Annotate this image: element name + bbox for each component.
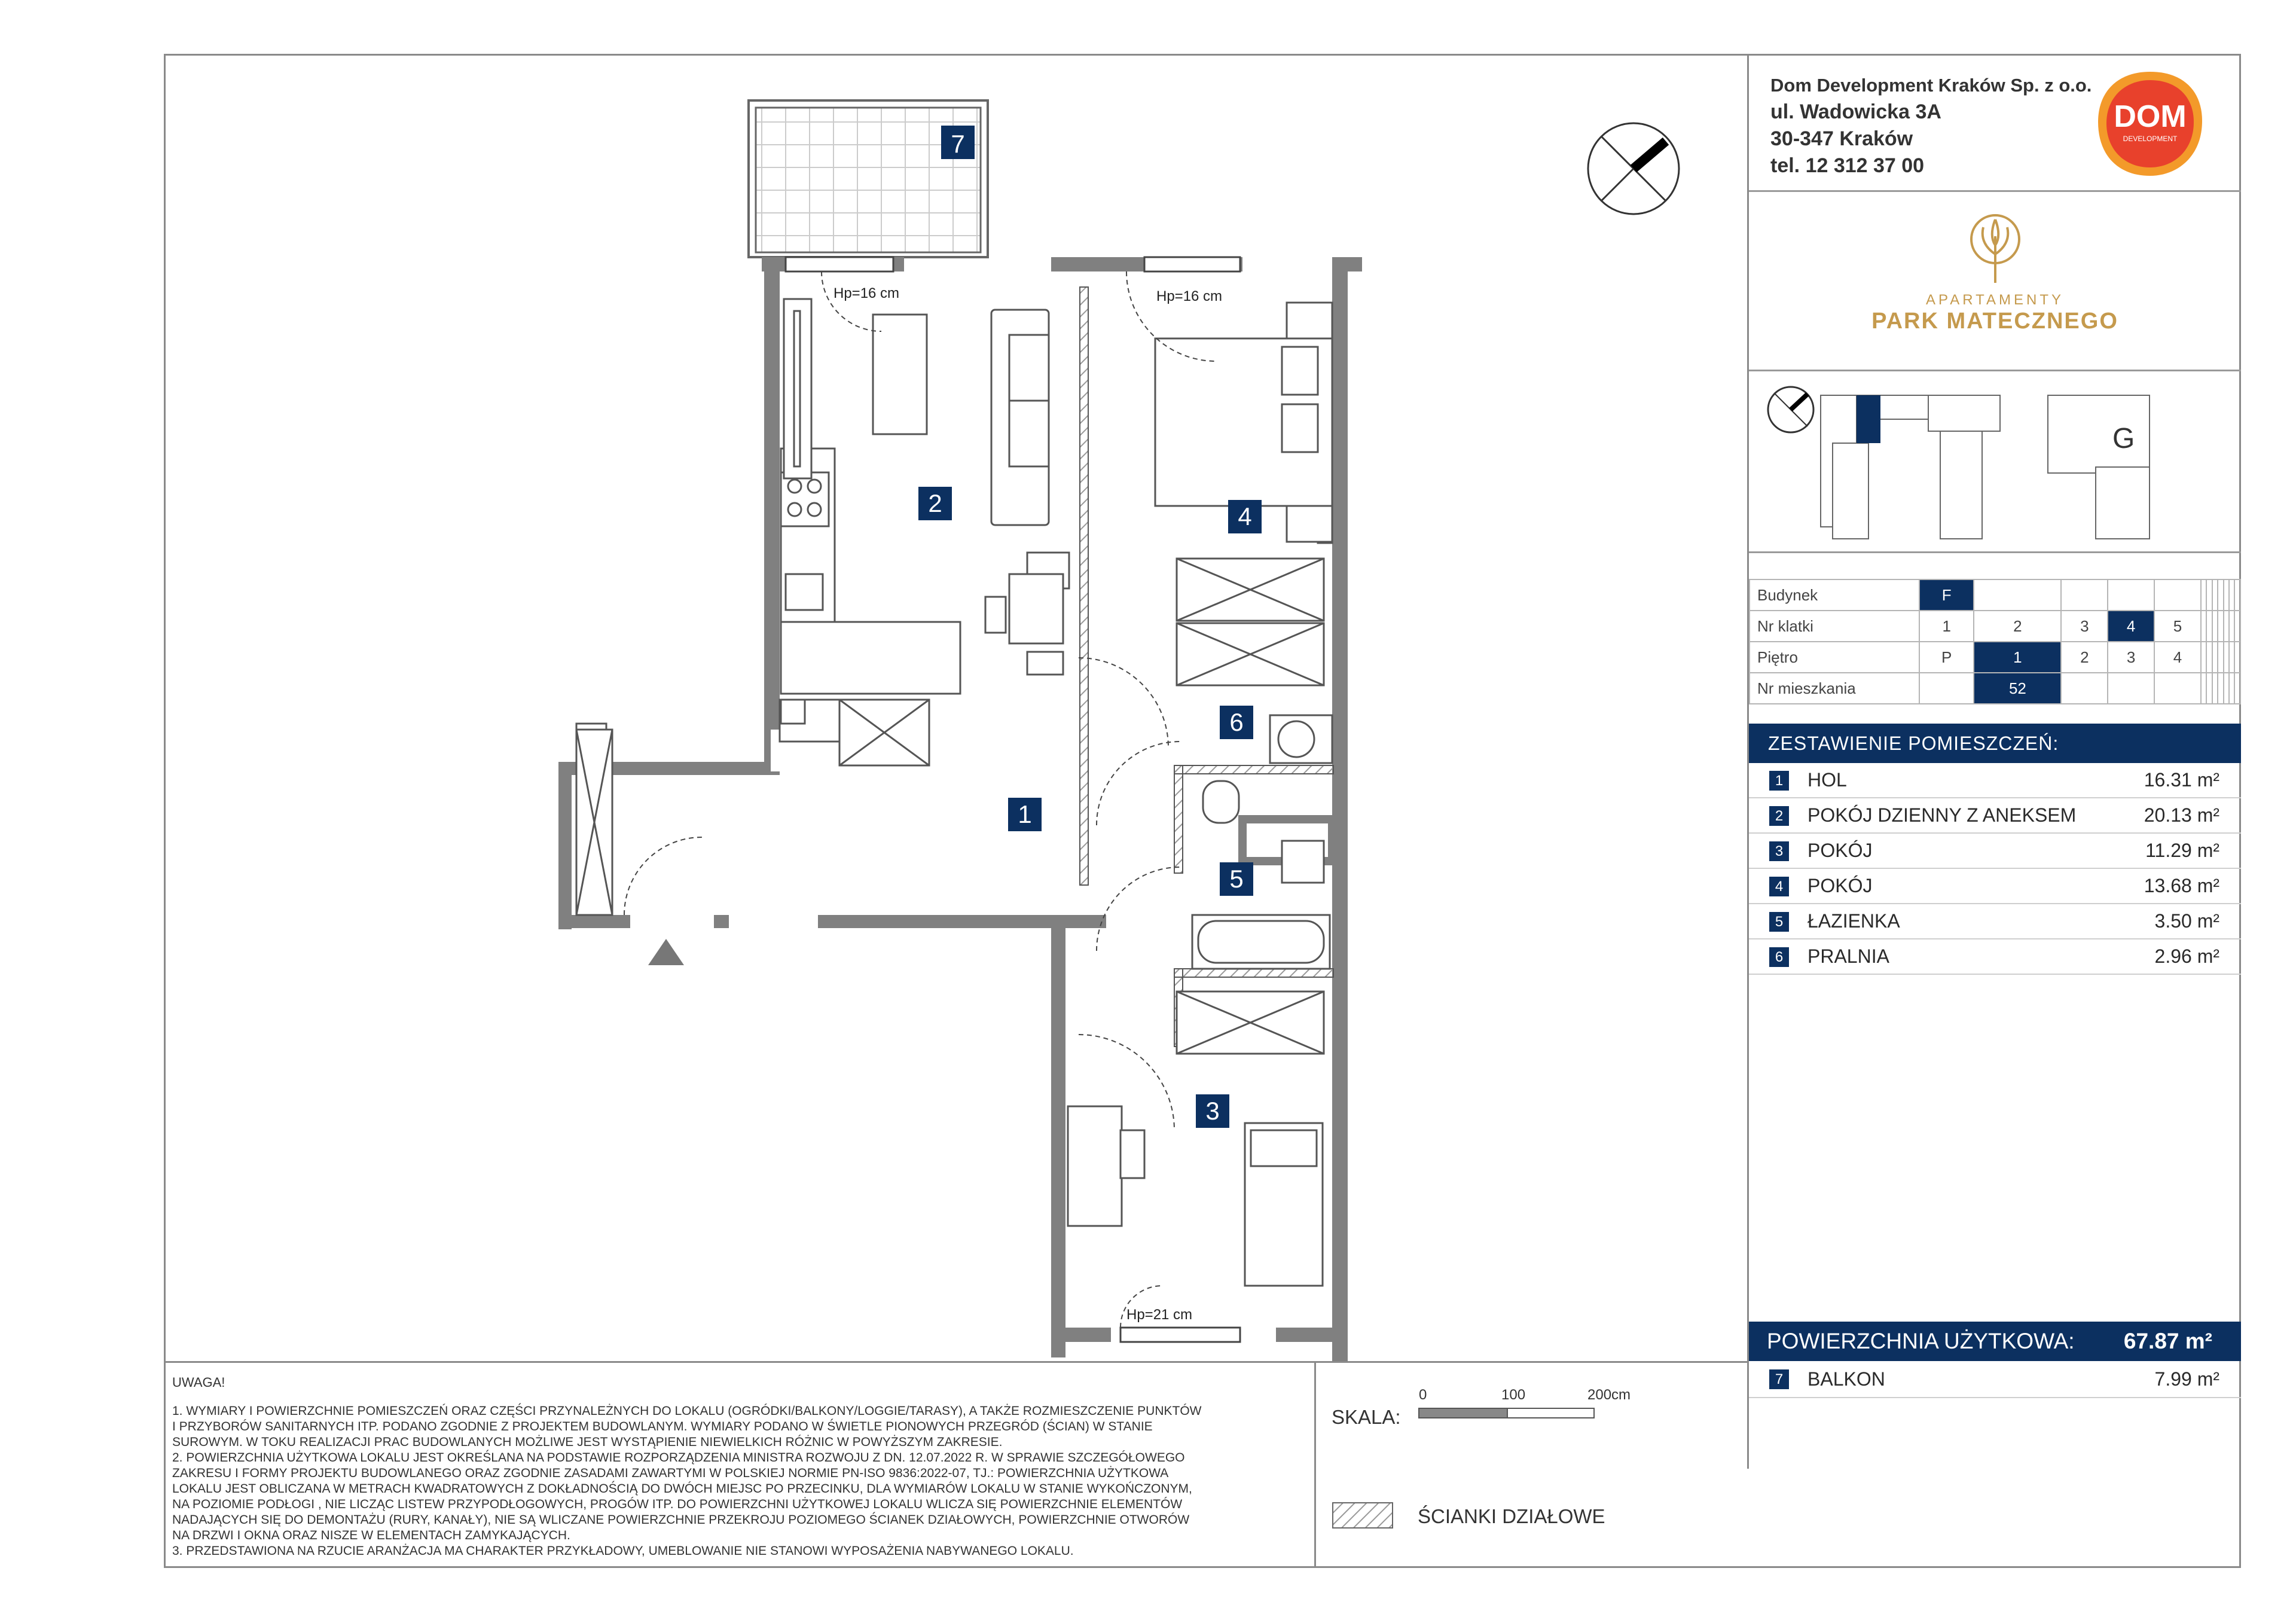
room-row [1749, 869, 2241, 904]
balcony [749, 100, 988, 257]
info-cell [2061, 673, 2108, 704]
info-cell: 2 [2061, 642, 2108, 673]
entrance-marker [648, 939, 684, 965]
info-cell [2218, 579, 2223, 611]
info-cell: 52 [1974, 673, 2061, 704]
info-cell: P [1919, 642, 1974, 673]
sill-height-bedroom-3: Hp=21 cm [1126, 1307, 1193, 1323]
info-cell [1919, 673, 1974, 704]
room-name: PRALNIA [1808, 945, 1889, 967]
info-row-label: Budynek [1750, 579, 1919, 611]
room-area: 20.13 m² [2144, 804, 2219, 826]
brand-title: PARK MATECZNEGO [1871, 309, 2118, 334]
key-plan-block-letter: G [2112, 423, 2135, 454]
info-cell [2201, 579, 2206, 611]
info-cell [2218, 642, 2223, 673]
total-area-value: 67.87 m² [2123, 1329, 2212, 1353]
info-cell: 5 [2154, 611, 2201, 642]
info-cell [2229, 579, 2234, 611]
logo-text: DOM [2114, 99, 2187, 134]
room-name: POKÓJ DZIENNY Z ANEKSEM [1808, 804, 2077, 826]
info-cell [2206, 611, 2212, 642]
scale-tick-200: 200cm [1587, 1387, 1631, 1403]
bedroom-3-furniture [1068, 1106, 1323, 1286]
floor-plan-drawing [164, 54, 1747, 1361]
room-name: HOL [1808, 769, 1847, 791]
partition-legend-label: ŚCIANKI DZIAŁOWE [1418, 1505, 1605, 1527]
dom-development-logo [2093, 67, 2207, 181]
info-cell [2234, 642, 2240, 673]
room-name: ŁAZIENKA [1808, 910, 1900, 932]
info-cell: 4 [2154, 642, 2201, 673]
notes-body [172, 1404, 1308, 1559]
scale-tick-0: 0 [1419, 1387, 1427, 1403]
notes-line: NADAJĄCYCH SIĘ DO DEMONTAŻU (RURY, KANAŁY), NIE SĄ WLICZANE POWIERZCHNIE PRZEKROJU POZIOMEGO ŚCIANEK DZIAŁOWYCH, POWIERZCHNIE OTWORÓW [172, 1513, 1190, 1527]
info-cell: 4 [2108, 611, 2154, 642]
room-label-2: 2 [928, 489, 942, 517]
info-cell [2212, 673, 2218, 704]
info-cell: 1 [1974, 642, 2061, 673]
bedroom-4-furniture [1155, 303, 1332, 685]
room-label-5: 5 [1229, 865, 1244, 893]
room-name: POKÓJ [1808, 840, 1873, 861]
info-cell [2212, 642, 2218, 673]
info-cell [2234, 611, 2240, 642]
info-cell [2154, 673, 2201, 704]
unit-info-table [1749, 579, 2241, 704]
logo-subtext: DEVELOPMENT [2123, 135, 2178, 143]
floor-plan [164, 54, 1747, 1361]
scale-legend-panel [1314, 1361, 1747, 1568]
info-row-label: Nr klatki [1750, 611, 1919, 642]
info-cell [2206, 642, 2212, 673]
tree-logo-icon [1968, 212, 2022, 284]
balcony-name: BALKON [1808, 1368, 1885, 1390]
total-area-bar [1749, 1322, 2241, 1361]
kitchen-units [780, 299, 960, 765]
room-number: 2 [1769, 806, 1789, 826]
room-number: 1 [1769, 771, 1789, 791]
room-label-4: 4 [1238, 502, 1252, 530]
balcony-row [1749, 1361, 2241, 1398]
room-label-3: 3 [1205, 1097, 1220, 1125]
scale-label: SKALA: [1332, 1406, 1401, 1428]
compass-icon [1588, 123, 1679, 214]
info-cell [2061, 579, 2108, 611]
info-cell: 3 [2061, 611, 2108, 642]
info-cell [2108, 673, 2154, 704]
scale-tick-100: 100 [1501, 1387, 1526, 1403]
notes-line: 3. PRZEDSTAWIONA NA RZUCIE ARANŻACJA MA CHARAKTER PRZYKŁADOWY, UMEBLOWANIE NIE STANOWI WYPOSAŻENIA NABYWANEGO LOKALU. [172, 1544, 1074, 1558]
info-cell [2224, 673, 2229, 704]
balcony-number: 7 [1769, 1369, 1789, 1389]
info-row [1750, 642, 2240, 673]
info-row [1750, 579, 2240, 611]
info-cell [2201, 611, 2206, 642]
info-cell [2206, 673, 2212, 704]
info-cell: 1 [1919, 611, 1974, 642]
info-cell: 2 [1974, 611, 2061, 642]
key-plan [1749, 371, 2243, 551]
info-cell [2224, 611, 2229, 642]
total-area-label: POWIERZCHNIA UŻYTKOWA: [1767, 1329, 2075, 1353]
info-cell [1974, 579, 2061, 611]
company-street: ul. Wadowicka 3A [1770, 100, 1941, 123]
notes-line: SUROWYM. W TOKU REALIZACJI PRAC BUDOWLANYCH MOŻLIWE JEST WYSTĄPIENIE NIEWIELKICH RÓŻNIC W POWYŻSZYM ZAKRESIE. [172, 1435, 1003, 1449]
room-row [1749, 939, 2241, 975]
info-row [1750, 673, 2240, 704]
rooms-header: ZESTAWIENIE POMIESZCZEŃ: [1749, 724, 2241, 763]
balcony-area: 7.99 m² [2154, 1368, 2219, 1390]
room-number: 6 [1769, 947, 1789, 967]
room-row [1749, 834, 2241, 869]
partition-legend-swatch [1332, 1502, 1394, 1529]
info-cell [2201, 642, 2206, 673]
notes-line: 2. POWIERZCHNIA UŻYTKOWA LOKALU JEST OKREŚLANA NA PODSTAWIE ROZPORZĄDZENIA MINISTRA ROZWOJU Z DN. 12.07.2022 R. W SPRAWIE SZCZEGÓŁOWEGO [172, 1451, 1185, 1465]
key-plan-highlight [1857, 395, 1880, 443]
company-name: Dom Development Kraków Sp. z o.o. [1770, 75, 2092, 96]
room-area: 2.96 m² [2154, 945, 2219, 967]
room-number: 3 [1769, 841, 1789, 861]
info-cell [2229, 611, 2234, 642]
info-cell [2206, 579, 2212, 611]
room-number: 4 [1769, 877, 1789, 896]
info-cell [2218, 611, 2223, 642]
info-cell [2212, 579, 2218, 611]
room-area: 16.31 m² [2144, 769, 2219, 791]
room-name: POKÓJ [1808, 875, 1873, 896]
info-row-label: Piętro [1750, 642, 1919, 673]
room-row [1749, 763, 2241, 798]
info-cell [2224, 579, 2229, 611]
sill-height-kitchen: Hp=16 cm [833, 285, 900, 301]
project-brand [1749, 212, 2241, 334]
notes-line: ZAKRESU I FORMY PROJEKTU BUDOWLANEGO ORAZ ZGODNIE ZASADAMI ZAWARTYMI W POLSKIEJ NORMIE PN-ISO 9836:2022-07, TJ.: POWIERZCHNIA UŻYTKOWA [172, 1466, 1169, 1480]
notes-line: NA POZIOMIE PODŁOGI , NIE LICZĄC LISTEW PRZYPODŁOGOWYCH, PROGÓW ITP. DO POWIERZCHNI UŻYTKOWEJ LOKALU WLICZA SIĘ POWIERZCHNIE ELEMENTÓW [172, 1497, 1183, 1511]
notes-line: NA DRZWI I OKNA ORAZ NISZE W ELEMENTACH ZAMYKAJĄCYCH. [172, 1529, 570, 1542]
info-row-label: Nr mieszkania [1750, 673, 1919, 704]
info-cell [2229, 673, 2234, 704]
notes-line: LOKALU JEST OBLICZANA W METRACH KWADRATOWYCH Z DOKŁADNOŚCIĄ DO DWÓCH MIEJSC PO PRZECINKU, DLA WYMIARÓW LOKALU W STANIE WYKOŃCZONYM, [172, 1482, 1192, 1496]
info-cell [2234, 579, 2240, 611]
info-cell: F [1919, 579, 1974, 611]
info-sidebar [1747, 54, 2241, 1361]
room-area: 3.50 m² [2154, 910, 2219, 932]
sill-height-bedroom-4: Hp=16 cm [1156, 288, 1223, 304]
info-cell [2201, 673, 2206, 704]
room-list [1749, 763, 2241, 975]
room-row [1749, 798, 2241, 834]
brand-subtitle: APARTAMENTY [1925, 292, 2065, 308]
notes-title: UWAGA! [172, 1375, 225, 1390]
company-phone: tel. 12 312 37 00 [1770, 154, 1925, 177]
notes-panel [164, 1361, 1314, 1568]
notes-line: I PRZYBORÓW SANITARNYCH ITP. PODANO ZGODNIE Z PROJEKTEM BUDOWLANYM. WYMIARY PODANO W ŚWIETLE PIONOWYCH PRZEGRÓD (ŚCIAN) W STANIE [172, 1420, 1153, 1433]
room-number: 5 [1769, 912, 1789, 932]
company-city: 30-347 Kraków [1770, 127, 1913, 150]
info-cell: 3 [2108, 642, 2154, 673]
balcony-panel [1747, 1361, 2241, 1469]
info-row [1750, 611, 2240, 642]
scale-bar [1418, 1407, 1597, 1419]
room-label-1: 1 [1018, 800, 1032, 828]
room-area: 11.29 m² [2145, 840, 2219, 861]
info-cell [2224, 642, 2229, 673]
key-plan-compass-icon [1768, 387, 1813, 432]
room-row [1749, 904, 2241, 939]
info-cell [2234, 673, 2240, 704]
info-cell [2212, 611, 2218, 642]
info-cell [2229, 642, 2234, 673]
living-furniture [985, 310, 1069, 675]
room-area: 13.68 m² [2144, 875, 2219, 896]
notes-line: 1. WYMIARY I POWIERZCHNIE POMIESZCZEŃ ORAZ CZĘŚCI PRZYNALEŻNYCH DO LOKALU (OGRÓDKI/BALKONY/LOGGIE/TARASY), A TAKŻE ROZMIESZCZENIE PUNKTÓW [172, 1404, 1202, 1418]
company-address [1770, 72, 2092, 179]
room-label-7: 7 [951, 130, 965, 158]
info-cell [2108, 579, 2154, 611]
info-cell [2154, 579, 2201, 611]
room-label-6: 6 [1229, 708, 1244, 736]
info-cell [2218, 673, 2223, 704]
